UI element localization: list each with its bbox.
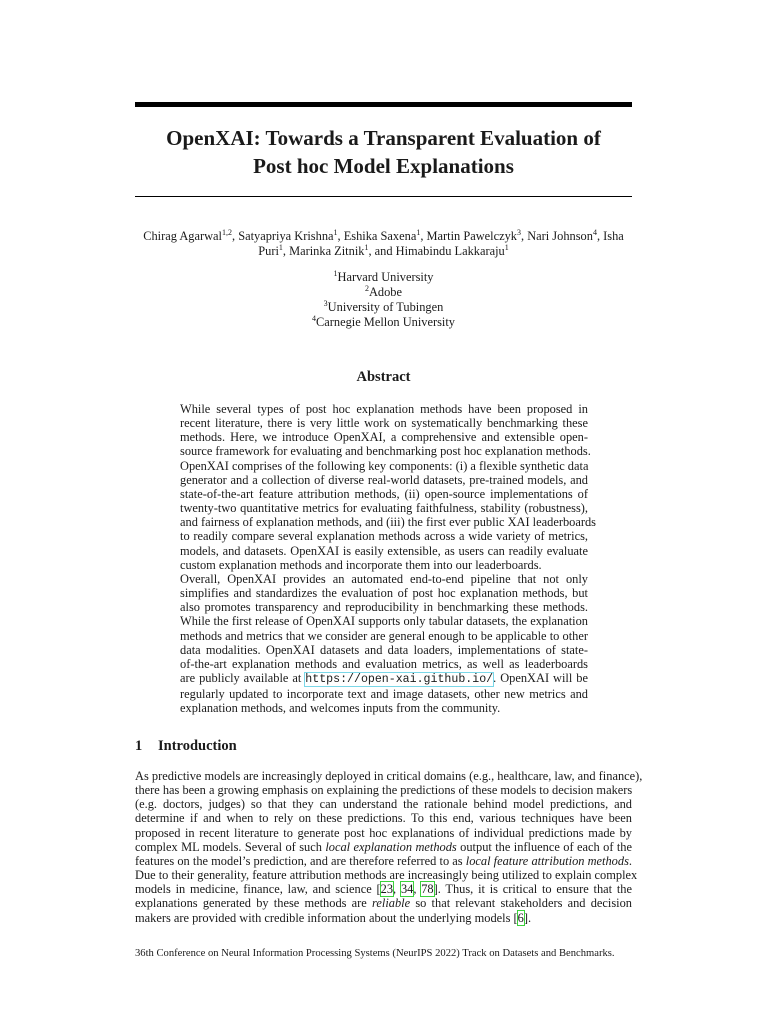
citation-link[interactable]: 23 <box>380 882 394 897</box>
citation-link[interactable]: 78 <box>421 882 434 897</box>
abstract-heading: Abstract <box>356 369 411 385</box>
body-line: Due to their generality, feature attribution methods are increasingly being utilized to explain complex <box>135 868 638 883</box>
abstract-line: While several types of post hoc explanation methods have been proposed in <box>180 402 588 416</box>
abstract-line: data modalities. OpenXAI datasets and data loaders, implementations of state- <box>180 642 588 657</box>
affiliation: $^4$Carnegie Mellon University <box>311 314 456 329</box>
abstract-line: state-of-the-art feature attribution methods, (ii) open-source implementations of <box>180 486 588 501</box>
abstract-line: custom explanation methods and incorporate them into our leaderboards. <box>180 557 542 572</box>
project-url-link[interactable]: https://open-xai.github.io/ <box>305 672 494 686</box>
body-line: makers are provided with credible information about the underlying models [6]. <box>135 910 532 925</box>
abstract-line: also promotes transparency and reproducibility in benchmarking these methods. <box>180 600 588 615</box>
abstract-line: explanation methods, and welcomes inputs from the community. <box>180 701 501 716</box>
paper-title <box>135 124 632 180</box>
section-heading-introduction <box>135 737 632 755</box>
body-line: complex ML models. Several of such local explanation methods output the influence of each of the <box>135 839 632 854</box>
author-list: Chirag Agarwal$^{1,2}$, Satyapriya Krishna$^1$, Eshika Saxena$^1$, Martin Pawelczyk$^3$, Nari Johnson$^4$, Isha Puri$^1$, Marinka Zitnik$^1$, and Himabindu Lakkaraju$^1$ <box>143 228 624 258</box>
body-line: proposed in recent literature to generate post hoc explanations of individual predictions made by <box>135 825 632 840</box>
title-bottom-rule <box>135 196 632 197</box>
section-number: 1 <box>135 738 143 754</box>
abstract-body <box>180 402 596 716</box>
body-line: features on the model’s prediction, and are therefore referred to as local feature attribution methods. <box>135 853 633 868</box>
citation-link[interactable]: 34 <box>400 882 414 897</box>
body-line: explanations generated by these methods are reliable so that relevant stakeholders and decision <box>135 896 632 911</box>
body-line: there has been a growing emphasis on explaining the predictions of these models to decision makers <box>135 783 633 798</box>
abstract-line: generator and a collection of diverse real-world datasets, pre-trained models, and <box>180 472 588 487</box>
abstract-line: regularly updated to incorporate text and image datasets, other new metrics and <box>180 687 588 702</box>
abstract-line: and fairness of explanation methods, and (iii) the first ever public XAI leaderboards <box>180 515 596 530</box>
body-line: models in medicine, finance, law, and science [23, 34, 78]. Thus, it is critical to ensure that the <box>135 882 632 897</box>
abstract-line: Overall, OpenXAI provides an automated end-to-end pipeline that not only <box>180 571 588 586</box>
section-title: Introduction <box>158 738 237 754</box>
abstract-line: twenty-two quantitative metrics for evaluating faithfulness, stability (robustness), <box>180 501 588 516</box>
abstract-line: While the first release of OpenXAI supports only tabular datasets, the explanation <box>180 614 588 629</box>
abstract-line: to readily compare several explanation methods across a wide variety of metrics, <box>180 529 588 544</box>
title-top-rule <box>135 102 632 107</box>
abstract-line: OpenXAI comprises of the following key components: (i) a flexible synthetic data <box>180 458 589 473</box>
body-line: (e.g. doctors, judges) so that they can understand the rationale behind model predictions, and <box>135 797 632 812</box>
abstract-line-with-link: are publicly available at https://open-xai.github.io/. OpenXAI will be <box>180 670 588 686</box>
body-line: As predictive models are increasingly deployed in critical domains (e.g., healthcare, law, and finance), <box>135 769 643 783</box>
citation-link[interactable]: 6 <box>517 910 524 925</box>
introduction-paragraph <box>135 769 643 925</box>
abstract-line: source framework for evaluating and benchmarking post hoc explanation methods. <box>180 444 591 459</box>
abstract-line: methods. Here, we introduce OpenXAI, a comprehensive and extensible open- <box>180 430 588 445</box>
title-line-2: Post hoc Model Explanations <box>253 154 514 178</box>
abstract-line: of-the-art explanation methods and evaluation metrics, as well as leaderboards <box>180 656 588 671</box>
affiliation: $^2$Adobe <box>364 284 403 299</box>
conference-footnote: 36th Conference on Neural Information Processing Systems (NeurIPS 2022) Track on Datasets and Benchmarks. <box>135 948 615 959</box>
affiliation: $^1$Harvard University <box>333 269 434 284</box>
abstract-line: methods and metrics that we consider are general enough to be applicable to other <box>180 628 588 643</box>
abstract-line: simplifies and standardizes the evaluation of post hoc explanation methods, but <box>180 586 588 601</box>
abstract-line: models, and datasets. OpenXAI is easily extensible, as users can readily evaluate <box>180 543 588 558</box>
body-line: determine if and when to rely on these predictions. To this end, various techniques have been <box>135 811 632 826</box>
abstract-line: recent literature, there is very little work on systematically benchmarking these <box>180 416 588 431</box>
title-line-1: OpenXAI: Towards a Transparent Evaluation of <box>166 126 601 150</box>
affiliation: $^3$University of Tubingen <box>323 299 444 314</box>
affiliation-list <box>135 270 632 330</box>
